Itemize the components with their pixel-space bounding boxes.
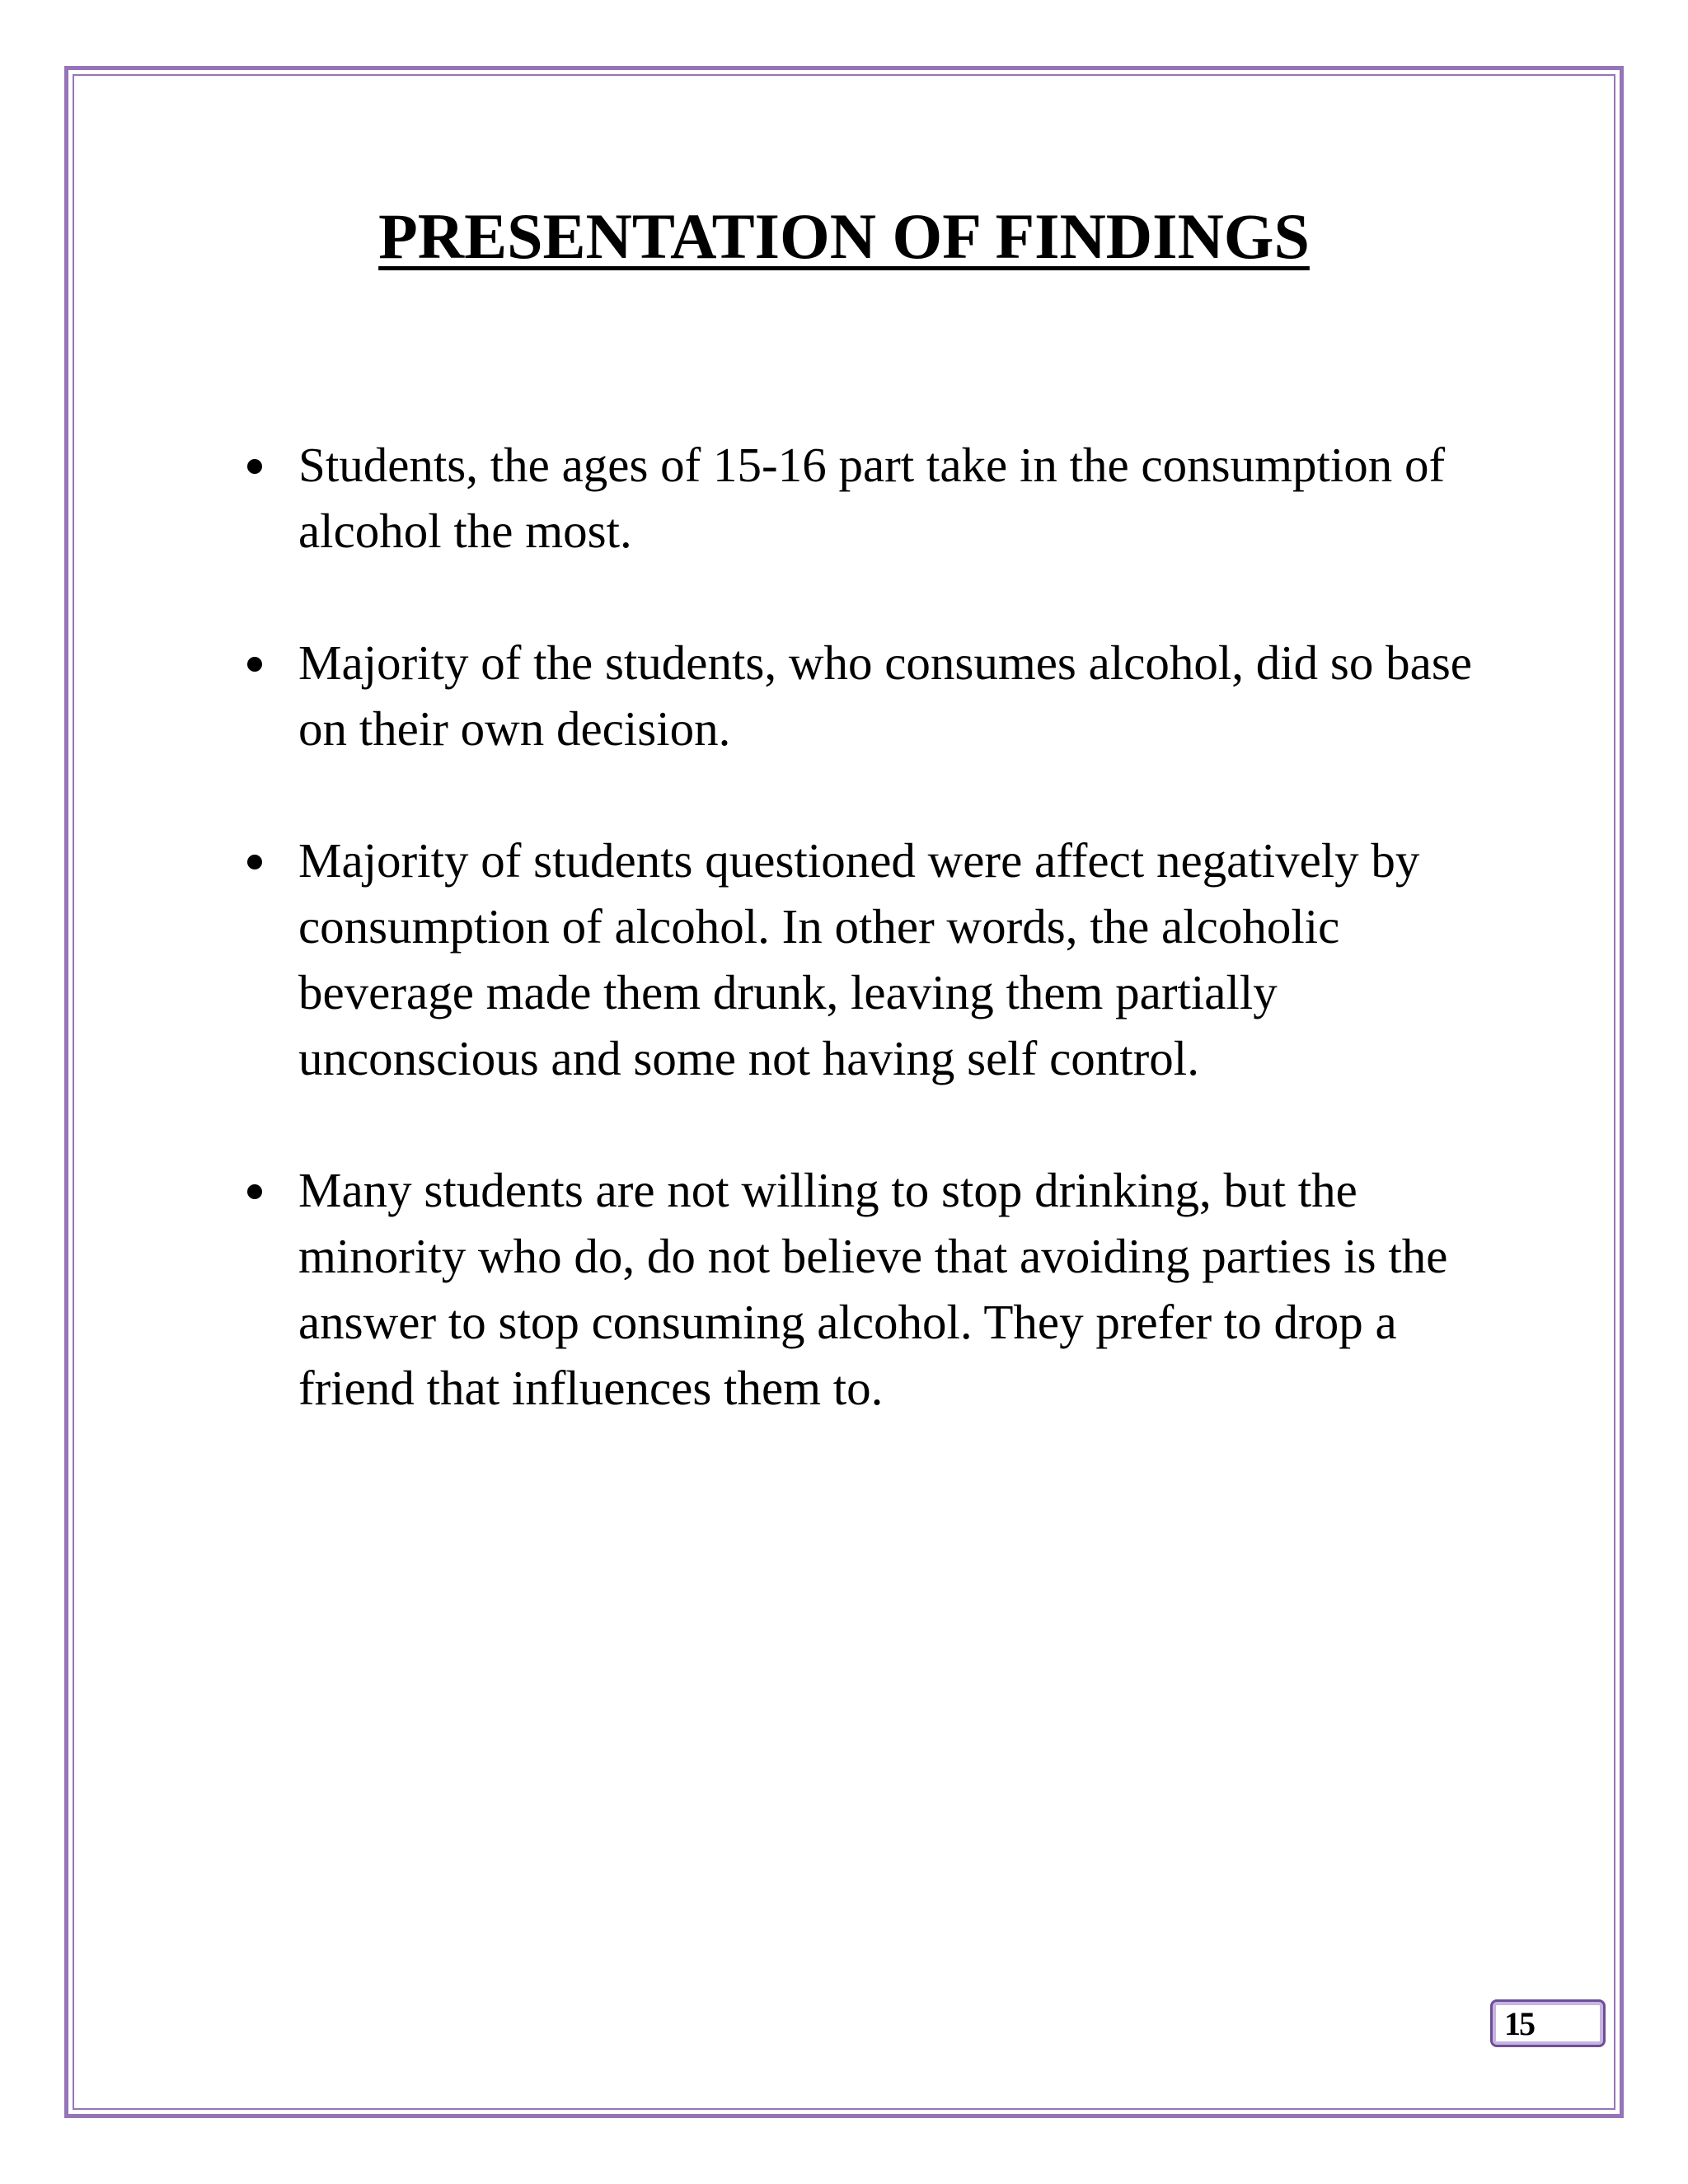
finding-text: Many students are not willing to stop drinking, but the minority who do, do not believe that avoiding parties is the answer to stop consuming alcohol. They prefer to drop a friend that influences them to. bbox=[298, 1163, 1448, 1415]
page-number-box bbox=[1490, 1999, 1606, 2047]
bullet-icon bbox=[247, 657, 262, 672]
findings-list bbox=[244, 432, 1497, 1487]
finding-text: Majority of the students, who consumes alcohol, did so base on their own decision. bbox=[298, 635, 1472, 756]
page-number: 15 bbox=[1504, 2005, 1534, 2042]
page-title-text: PRESENTATION OF FINDINGS bbox=[378, 200, 1310, 272]
finding-text: Majority of students questioned were affect negatively by consumption of alcohol. In other words, the alcoholic beverage made them drunk, leaving them partially unconscious and some not having self control. bbox=[298, 833, 1420, 1085]
finding-item bbox=[244, 1157, 1497, 1421]
finding-item bbox=[244, 827, 1497, 1091]
bullet-icon bbox=[247, 1184, 262, 1199]
bullet-icon bbox=[247, 459, 262, 474]
finding-text: Students, the ages of 15-16 part take in the consumption of alcohol the most. bbox=[298, 438, 1446, 558]
finding-item bbox=[244, 630, 1497, 762]
page-title bbox=[0, 199, 1688, 274]
finding-item bbox=[244, 432, 1497, 564]
bullet-icon bbox=[247, 855, 262, 869]
